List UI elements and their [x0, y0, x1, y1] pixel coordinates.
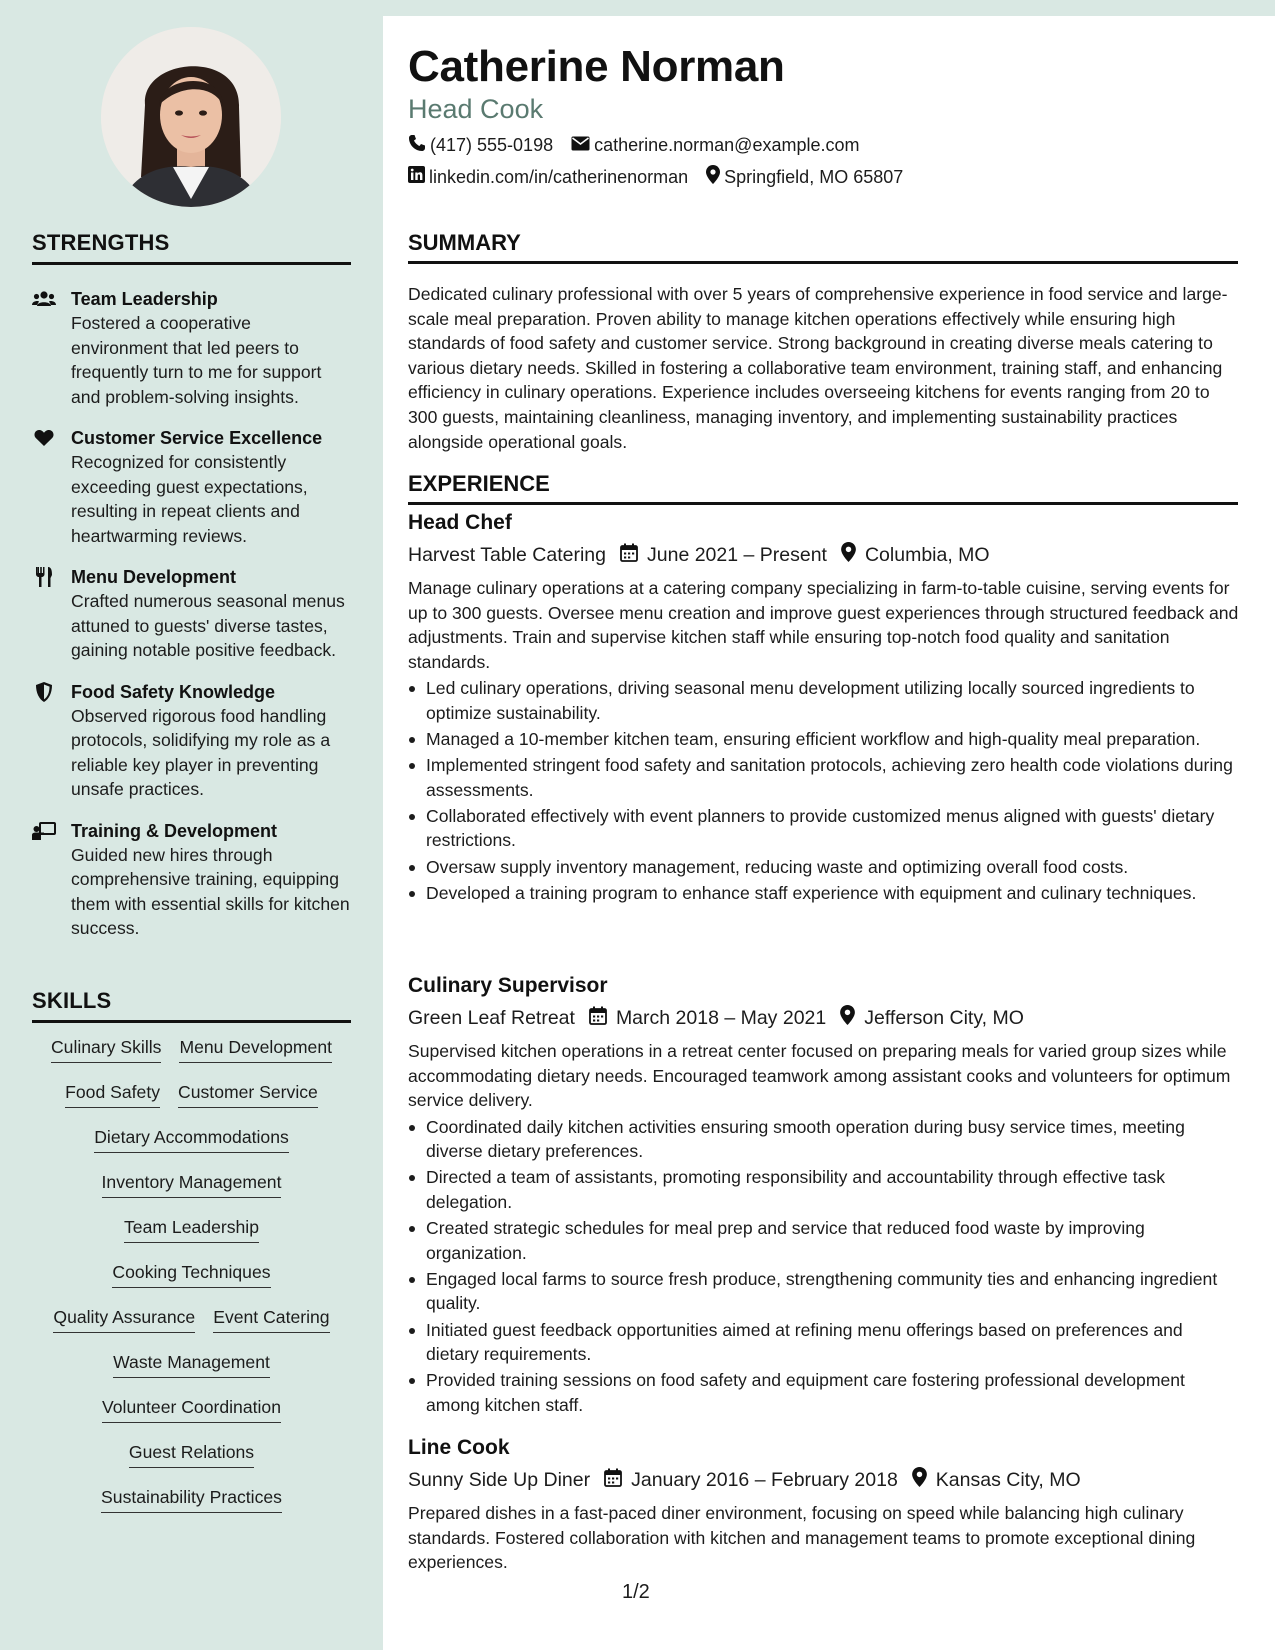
strength-item: [32, 565, 352, 663]
skill-tag: Waste Management: [113, 1351, 270, 1378]
calendar-icon: [604, 1468, 631, 1493]
job-bullet: Initiated guest feedback opportunities aimed at refining menu offerings based on preferences and dietary requirements.: [408, 1318, 1240, 1367]
strength-description: Fostered a cooperative environment that led peers to frequently turn to me for support and problem-solving insights.: [71, 313, 322, 407]
skill-tag: Event Catering: [213, 1306, 329, 1333]
main-column: [383, 16, 1275, 1650]
job-bullet: Managed a 10-member kitchen team, ensuring efficient workflow and high-quality meal preparation.: [408, 727, 1240, 752]
skill-tag: Dietary Accommodations: [94, 1126, 289, 1153]
skill-row: [32, 1171, 351, 1216]
job-bullet: Created strategic schedules for meal prep and service that reduced food waste by improving organization.: [408, 1216, 1240, 1265]
strength-description: Observed rigorous food handling protocols, solidifying my role as a reliable key player in preventing unsafe practices.: [71, 705, 331, 799]
skill-tag: Menu Development: [179, 1036, 332, 1063]
skill-tag: Customer Service: [178, 1081, 318, 1108]
job-dates: [604, 1468, 898, 1493]
skill-row: [32, 1486, 351, 1531]
strength-item: [32, 680, 352, 802]
email-text[interactable]: catherine.norman@example.com: [594, 135, 860, 155]
strength-description: Guided new hires through comprehensive training, equipping them with essential skills for kitchen success.: [71, 844, 350, 938]
contact-line-1: [408, 134, 878, 157]
skills-list: [32, 1036, 351, 1531]
chalkboard-teacher-icon: [32, 821, 56, 841]
contact-line-2: [408, 165, 921, 189]
strength-title: Menu Development: [71, 567, 237, 587]
location-contact: [706, 165, 903, 189]
skill-tag: Inventory Management: [102, 1171, 282, 1198]
job-title: Culinary Supervisor: [408, 974, 608, 997]
job-bullet: Implemented stringent food safety and sanitation protocols, achieving zero health code violations during assessments.: [408, 753, 1240, 802]
job-entry: [408, 509, 1240, 907]
skill-row: [32, 1036, 351, 1081]
phone-icon: [408, 134, 430, 157]
summary-text: Dedicated culinary professional with over 5 years of comprehensive experience in food service and large-scale meal preparation. Proven ability to manage kitchen operations effectively while ensuring high standards of food safety and customer service. Strong background in creating diverse meals catering to various dietary needs. Skilled in fostering a collaborative team environment, training staff, and enhancing efficiency in culinary operations. Experience includes overseeing kitchens for events ranging from 20 to 300 guests, maintaining cleanliness, managing inventory, and implementing sustainability practices alongside operational goals.: [408, 284, 1228, 452]
job-location-text: Jefferson City, MO: [864, 1006, 1024, 1029]
job-meta: [408, 1004, 1240, 1032]
candidate-name: Catherine Norman: [408, 42, 785, 91]
job-bullets: [408, 676, 1240, 905]
page-indicator: 1/2: [622, 1581, 650, 1603]
page-top-band: [0, 0, 1275, 16]
skill-row: [32, 1126, 351, 1171]
job-description: Prepared dishes in a fast-paced diner environment, focusing on speed while balancing high culinary standards. Fostered collaboration with kitchen and management teams to promote exceptional dining experiences.: [408, 1503, 1196, 1573]
summary-heading: SUMMARY: [408, 230, 1238, 264]
skill-tag: Food Safety: [65, 1081, 160, 1108]
job-meta: [408, 1466, 1240, 1494]
skill-tag: Volunteer Coordination: [102, 1396, 281, 1423]
job-location-text: Kansas City, MO: [935, 1468, 1081, 1491]
shield-icon: [32, 682, 56, 702]
strength-item: [32, 426, 352, 548]
linkedin-icon: [408, 166, 429, 188]
strength-title: Food Safety Knowledge: [71, 681, 276, 702]
job-dates-text: January 2016 – February 2018: [631, 1468, 898, 1491]
company-name: Green Leaf Retreat: [408, 1006, 575, 1029]
job-bullet: Provided training sessions on food safety and equipment care fostering professional development among kitchen staff.: [408, 1368, 1240, 1417]
candidate-role: Head Cook: [408, 94, 544, 124]
skill-row: [32, 1441, 351, 1486]
job-bullet: Led culinary operations, driving seasonal menu development utilizing locally sourced ingredients to optimize sustainability.: [408, 676, 1240, 725]
job-dates-text: June 2021 – Present: [647, 543, 827, 566]
job-title: Line Cook: [408, 1436, 510, 1459]
job-meta: [408, 541, 1240, 569]
heart-icon: [32, 428, 56, 448]
job-description: Manage culinary operations at a catering company specializing in farm-to-table cuisine, serving events for up to 300 guests. Oversee menu creation and improve guest experiences through structured feedback and adjustments. Train and supervise kitchen staff while ensuring top-notch food quality and sanitation standards.: [408, 578, 1239, 672]
skill-row: [32, 1306, 351, 1351]
job-dates: [620, 543, 827, 568]
job-entry: [408, 972, 1240, 1419]
job-location-text: Columbia, MO: [864, 543, 990, 566]
linkedin-contact[interactable]: [408, 166, 688, 188]
strength-title: Team Leadership: [71, 289, 218, 309]
skill-tag: Guest Relations: [129, 1441, 254, 1468]
job-bullet: Directed a team of assistants, promoting responsibility and accountability through effective task delegation.: [408, 1165, 1240, 1214]
skill-tag: Team Leadership: [124, 1216, 259, 1243]
location-text: Springfield, MO 65807: [724, 166, 904, 187]
profile-photo: [101, 27, 281, 207]
job-bullet: Coordinated daily kitchen activities ensuring smooth operation during busy service times, meeting diverse dietary preferences.: [408, 1115, 1240, 1164]
phone-contact: [408, 134, 553, 157]
job-title: Head Chef: [408, 511, 512, 534]
job-bullet: Oversaw supply inventory management, reducing waste and optimizing overall food costs.: [408, 855, 1240, 880]
job-entry: [408, 1434, 1240, 1575]
job-location: [840, 1005, 1024, 1031]
job-bullet: Collaborated effectively with event planners to provide customized menus aligned with guests' dietary restrictions.: [408, 804, 1240, 853]
skill-tag: Sustainability Practices: [101, 1486, 282, 1513]
avatar-illustration: [101, 27, 281, 207]
linkedin-text[interactable]: linkedin.com/in/catherinenorman: [429, 166, 689, 187]
job-bullet: Developed a training program to enhance staff experience with equipment and culinary techniques.: [408, 881, 1240, 906]
calendar-icon: [589, 1006, 616, 1031]
job-dates-text: March 2018 – May 2021: [615, 1006, 827, 1029]
strength-item: [32, 287, 352, 409]
job-bullets: [408, 1115, 1240, 1418]
skill-row: [32, 1396, 351, 1441]
strengths-heading: STRENGTHS: [32, 230, 351, 265]
utensils-icon: [32, 567, 56, 587]
strength-title: Customer Service Excellence: [71, 428, 323, 448]
users-icon: [32, 289, 56, 309]
map-pin-icon: [912, 1467, 936, 1493]
skill-row: [32, 1351, 351, 1396]
phone-text: (417) 555-0198: [430, 135, 554, 155]
strengths-list: [32, 287, 352, 958]
skill-tag: Cooking Techniques: [112, 1261, 270, 1288]
calendar-icon: [620, 543, 647, 568]
envelope-icon: [571, 135, 594, 156]
company-name: Sunny Side Up Diner: [408, 1468, 591, 1491]
email-contact[interactable]: [571, 135, 859, 156]
skill-tag: Culinary Skills: [51, 1036, 161, 1063]
skills-heading: SKILLS: [32, 988, 351, 1023]
job-description: Supervised kitchen operations in a retreat center focused on preparing meals for varied group sizes while accommodating dietary needs. Encouraged teamwork among assistant cooks and volunteers for optimum service delivery.: [408, 1041, 1231, 1111]
job-location: [841, 542, 990, 568]
company-name: Harvest Table Catering: [408, 543, 606, 566]
job-bullet: Engaged local farms to source fresh produce, strengthening community ties and enhancing ingredient quality.: [408, 1267, 1240, 1316]
skill-row: [32, 1081, 351, 1126]
skill-tag: Quality Assurance: [53, 1306, 195, 1333]
job-location: [912, 1467, 1081, 1493]
skill-row: [32, 1261, 351, 1306]
map-pin-icon: [840, 1005, 864, 1031]
job-dates: [589, 1006, 826, 1031]
map-pin-icon: [706, 165, 724, 189]
skill-row: [32, 1216, 351, 1261]
experience-heading: EXPERIENCE: [408, 471, 1238, 505]
strength-description: Crafted numerous seasonal menus attuned to guests' diverse tastes, gaining notable positive feedback.: [71, 591, 345, 660]
strength-title: Training & Development: [71, 820, 278, 841]
strength-description: Recognized for consistently exceeding guest expectations, resulting in repeat clients and heartwarming reviews.: [71, 452, 308, 546]
map-pin-icon: [841, 542, 865, 568]
strength-item: [32, 819, 352, 941]
